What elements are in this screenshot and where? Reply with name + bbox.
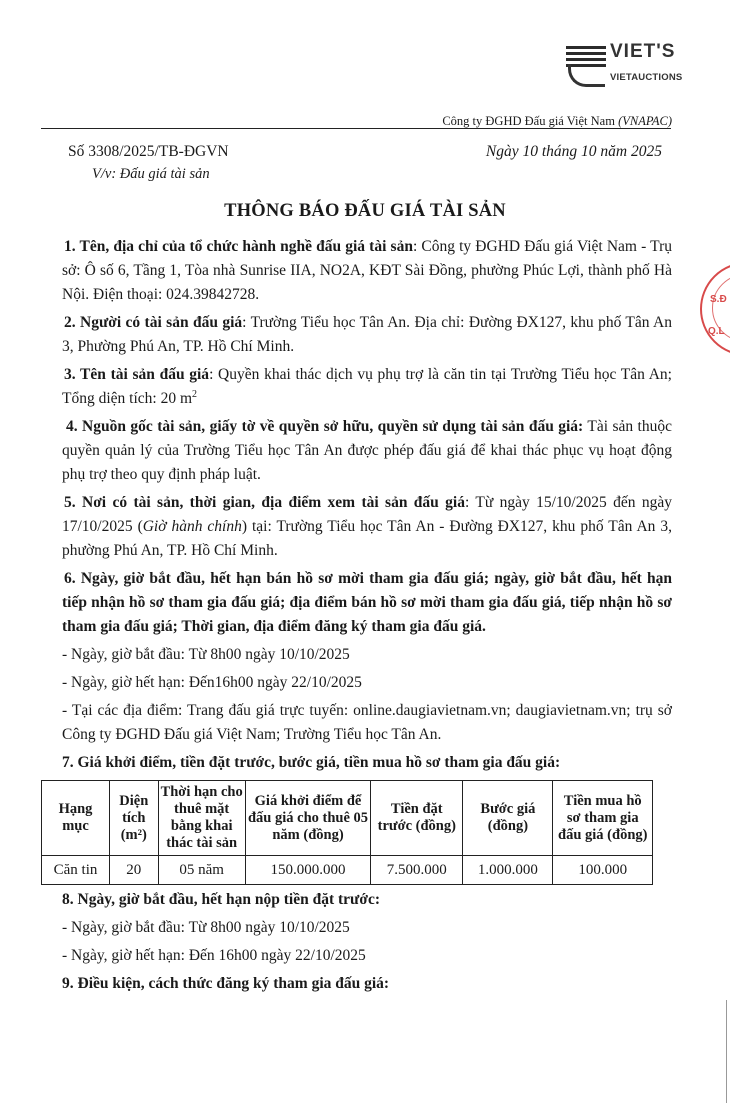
section-6-start: - Ngày, giờ bắt đầu: Từ 8h00 ngày 10/10/2025: [62, 646, 350, 663]
section-1-label: 1. Tên, địa chỉ của tổ chức hành nghề đấu giá tài sản: [64, 238, 413, 255]
section-1-text: : Công ty ĐGHD Đấu giá Việt Nam - Trụ sở: Ô số 6, Tầng 1, Tòa nhà Sunrise IIA, NO2A, KĐT Sài Đồng, phường Phúc Lợi, thành phố Hà Nội. Điện thoại: 024.39842728.: [62, 238, 672, 303]
logo-sub-text: VIETAUCTIONS: [610, 72, 683, 83]
th-deposit: Tiền đặt trước (đồng): [371, 781, 463, 856]
cell-area: 20: [110, 856, 159, 885]
section-8-end: - Ngày, giờ hết hạn: Đến 16h00 ngày 22/10/2025: [62, 947, 366, 964]
th-lease-term: Thời hạn cho thuê mặt bằng khai thác tài sản: [158, 781, 245, 856]
document-number: Số 3308/2025/TB-ĐGVN: [68, 143, 229, 160]
section-5: [62, 491, 672, 563]
table-row: [42, 856, 653, 885]
section-5-italic: Giờ hành chính: [142, 518, 242, 535]
section-2-label: 2. Người có tài sản đấu giá: [64, 314, 243, 331]
cell-lease-term: 05 năm: [158, 856, 245, 885]
company-line: [442, 109, 672, 133]
section-4-label: 4. Nguồn gốc tài sản, giấy tờ về quyền sở hữu, quyền sử dụng tài sản đấu giá:: [66, 418, 584, 435]
company-logo: [566, 40, 683, 92]
cell-bid-step: 1.000.000: [463, 856, 553, 885]
official-stamp: [700, 262, 730, 356]
th-starting-price: Giá khởi điểm để đấu giá cho thuê 05 năm (đồng): [245, 781, 370, 856]
company-abbr: (VNAPAC): [618, 114, 672, 128]
section-2-text: : Trường Tiểu học Tân An. Địa chỉ: Đường ĐX127, khu phố Tân An 3, Phường Phú An, TP. Hồ Chí Minh.: [62, 314, 673, 355]
section-7-label: 7. Giá khởi điểm, tiền đặt trước, bước giá, tiền mua hồ sơ tham gia đấu giá:: [62, 754, 561, 771]
section-6-label: 6. Ngày, giờ bắt đầu, hết hạn bán hồ sơ mời tham gia đấu giá; ngày, giờ bắt đầu, hết hạn tiếp nhận hồ sơ tham gia đấu giá; địa điểm bán hồ sơ mời tham gia đấu giá, tiếp nhận hồ sơ tham gia đấu giá; Thời gian, địa điểm đăng ký tham gia đấu giá.: [62, 570, 672, 635]
th-dossier-fee: Tiền mua hồ sơ tham gia đấu giá (đồng): [553, 781, 653, 856]
section-4-text: Tài sản thuộc quyền quản lý của Trường Tiểu học Tân An được phép đấu giá để khai thác phục vụ hoạt động phụ trợ theo quy định pháp luật.: [62, 418, 672, 483]
document-subject: V/v: Đấu giá tài sản: [92, 166, 210, 182]
section-9-label: 9. Điều kiện, cách thức đăng ký tham gia đấu giá:: [62, 975, 390, 992]
section-4: [62, 415, 672, 487]
section-8-start: - Ngày, giờ bắt đầu: Từ 8h00 ngày 10/10/2025: [62, 919, 350, 936]
th-bid-step: Bước giá (đồng): [463, 781, 553, 856]
page-title: THÔNG BÁO ĐẤU GIÁ TÀI SẢN: [224, 201, 506, 221]
auction-table: [41, 780, 653, 885]
th-area: Diện tích (m²): [110, 781, 159, 856]
logo-swoosh-icon: [568, 64, 605, 87]
company-name: Công ty ĐGHD Đấu giá Việt Nam: [442, 114, 615, 128]
stamp-text-top: S.Đ: [710, 294, 727, 305]
table-header-row: [42, 781, 653, 856]
section-3: [62, 363, 672, 411]
section-5-label: 5. Nơi có tài sản, thời gian, địa điểm xem tài sản đấu giá: [64, 494, 465, 511]
logo-main-text: VIET'S: [610, 41, 676, 62]
section-2: [62, 311, 672, 359]
section-6-end: - Ngày, giờ hết hạn: Đến16h00 ngày 22/10/2025: [62, 674, 362, 691]
document-date: Ngày 10 tháng 10 năm 2025: [485, 143, 662, 160]
section-3-text: : Quyền khai thác dịch vụ phụ trợ là căn tin tại Trường Tiểu học Tân An; Tổng diện tích: 20 m: [62, 366, 672, 407]
cell-starting-price: 150.000.000: [245, 856, 370, 885]
section-3-label: 3. Tên tài sản đấu giá: [64, 366, 210, 383]
document-body: [53, 235, 673, 1000]
cell-category: Căn tin: [42, 856, 110, 885]
section-5-text-a: : Từ ngày 15/10/2025 đến ngày 17/10/2025 (: [62, 494, 672, 535]
cell-dossier-fee: 100.000: [553, 856, 653, 885]
header-divider: [41, 128, 671, 129]
section-1: [62, 235, 672, 307]
section-6-place: - Tại các địa điểm: Trang đấu giá trực tuyến: online.daugiavietnam.vn; daugiavietnam.vn; trụ sở Công ty ĐGHD Đấu giá Việt Nam; Trường Tiểu học Tân An.: [62, 702, 672, 743]
stamp-text-bottom: Q.L: [708, 326, 725, 337]
cell-deposit: 7.500.000: [371, 856, 463, 885]
scan-edge-line: [726, 1000, 727, 1103]
section-8-label: 8. Ngày, giờ bắt đầu, hết hạn nộp tiền đặt trước:: [62, 891, 380, 908]
section-5-text-b: ) tại: Trường Tiểu học Tân An - Đường ĐX127, khu phố Tân An 3, phường Phú An, TP. Hồ Chí Minh.: [62, 518, 672, 559]
th-category: Hạng mục: [42, 781, 110, 856]
section-3-sup: 2: [192, 388, 198, 400]
